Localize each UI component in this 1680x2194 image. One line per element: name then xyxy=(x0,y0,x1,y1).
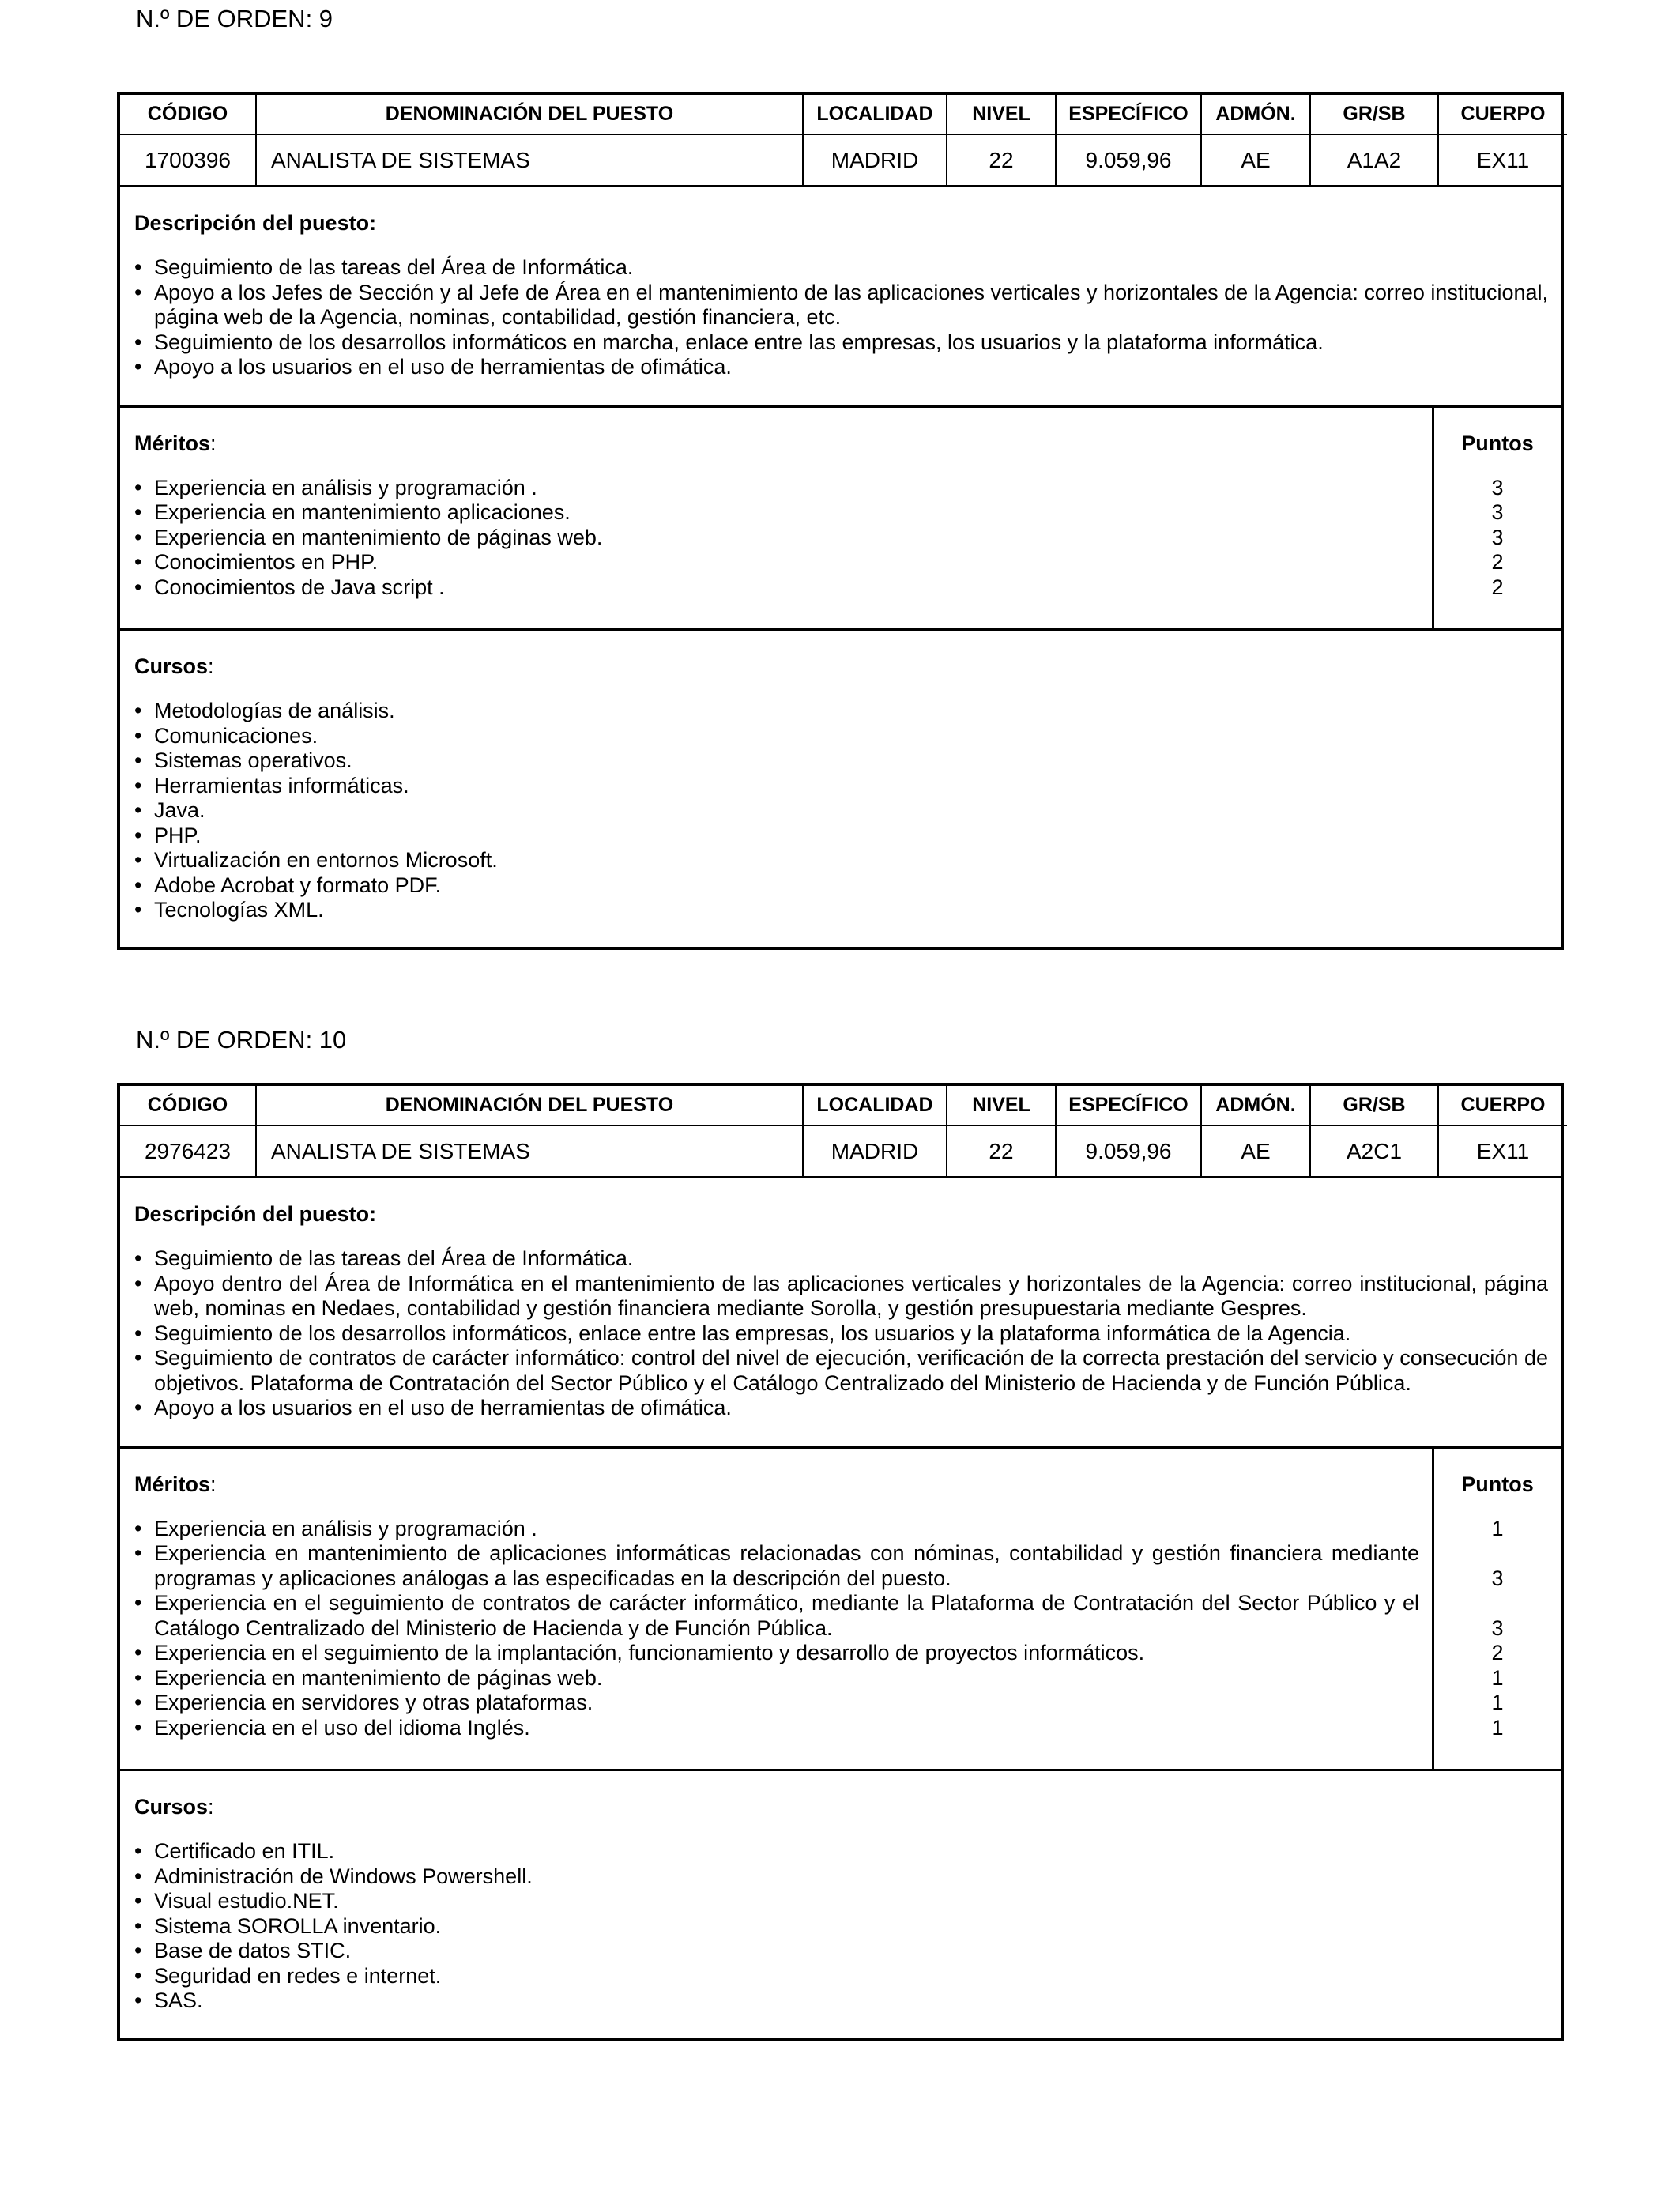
list-item: • SAS. xyxy=(134,1989,1548,2014)
descripcion-section xyxy=(120,185,1561,405)
cell-codigo: 1700396 xyxy=(120,134,256,185)
list-item: • Experiencia en el seguimiento de la implantación, funcionamiento y desarrollo de proyectos informáticos. xyxy=(134,1641,1419,1666)
meritos-column xyxy=(120,408,1434,629)
header-localidad: LOCALIDAD xyxy=(803,95,947,134)
table-row xyxy=(120,134,1567,185)
meritos-label: Méritos: xyxy=(134,431,217,455)
list-item: • Seguimiento de los desarrollos informáticos, enlace entre las empresas, los usuarios y la plataforma informática de la Agencia. xyxy=(134,1321,1548,1347)
puntos-value: 1 xyxy=(1491,1715,1504,1740)
cell-admon: AE xyxy=(1201,134,1310,185)
list-item: • Certificado en ITIL. xyxy=(134,1839,1548,1864)
list-item: • Herramientas informáticas. xyxy=(134,774,1548,799)
puntos-value: 2 xyxy=(1491,550,1504,574)
cursos-label: Cursos: xyxy=(134,1795,214,1819)
puntos-value: 3 xyxy=(1491,475,1504,499)
cursos-section xyxy=(120,1769,1561,2038)
list-item: • Experiencia en el seguimiento de contratos de carácter informático, mediante la Plataforma de Contratación del Sector Público y el Catálogo Centralizado del Ministerio de Hacienda y de Función Pública. xyxy=(134,1591,1419,1641)
list-item: • Sistema SOROLLA inventario. xyxy=(134,1914,1548,1940)
cell-grsb: A2C1 xyxy=(1310,1125,1438,1176)
cell-especifico: 9.059,96 xyxy=(1056,1125,1201,1176)
cell-localidad: MADRID xyxy=(803,1125,947,1176)
header-cuerpo: CUERPO xyxy=(1438,1086,1567,1125)
job-block-orden-9 xyxy=(117,92,1564,950)
cell-denominacion: ANALISTA DE SISTEMAS xyxy=(256,1125,803,1176)
list-item: • Seguimiento de los desarrollos informáticos en marcha, enlace entre las empresas, los usuarios y la plataforma informática. xyxy=(134,330,1548,356)
descripcion-section xyxy=(120,1176,1561,1446)
cursos-section xyxy=(120,628,1561,947)
cell-especifico: 9.059,96 xyxy=(1056,134,1201,185)
header-admon: ADMÓN. xyxy=(1201,95,1310,134)
puntos-value: 3 xyxy=(1491,525,1504,549)
descripcion-list xyxy=(134,1246,1548,1421)
meritos-label: Méritos: xyxy=(134,1472,217,1496)
puntos-list xyxy=(1434,476,1561,601)
header-grsb: GR/SB xyxy=(1310,95,1438,134)
list-item: • Comunicaciones. xyxy=(134,724,1548,749)
list-item: • Java. xyxy=(134,798,1548,824)
cell-denominacion: ANALISTA DE SISTEMAS xyxy=(256,134,803,185)
cell-cuerpo: EX11 xyxy=(1438,1125,1567,1176)
puntos-value: 3 xyxy=(1491,1615,1504,1640)
list-item: • Apoyo dentro del Área de Informática en el mantenimiento de las aplicaciones verticales y horizontales de la Agencia: correo institucional, página web, nominas en Nedaes, contabilidad y gestión financiera mediante Sorolla, y gestión presupuestaria mediante Gespres. xyxy=(134,1272,1548,1321)
job-header-table xyxy=(120,1086,1567,1176)
header-localidad: LOCALIDAD xyxy=(803,1086,947,1125)
cell-admon: AE xyxy=(1201,1125,1310,1176)
puntos-column xyxy=(1434,1449,1561,1770)
header-denominacion: DENOMINACIÓN DEL PUESTO xyxy=(256,95,803,134)
list-item: • Apoyo a los Jefes de Sección y al Jefe de Área en el mantenimiento de las aplicaciones verticales y horizontales de la Agencia: correo institucional, página web de la Agencia, nominas, contabilidad, gestión financiera, etc. xyxy=(134,281,1548,330)
descripcion-label: Descripción del puesto: xyxy=(134,211,377,235)
list-item: • Conocimientos en PHP. xyxy=(134,550,1419,575)
puntos-value: 2 xyxy=(1491,1641,1504,1664)
list-item: • Experiencia en el uso del idioma Inglés. xyxy=(134,1716,1419,1741)
cell-localidad: MADRID xyxy=(803,134,947,185)
puntos-spacer xyxy=(1434,1541,1561,1566)
puntos-value: 3 xyxy=(1491,1566,1504,1590)
header-denominacion: DENOMINACIÓN DEL PUESTO xyxy=(256,1086,803,1125)
cell-nivel: 22 xyxy=(947,1125,1056,1176)
header-nivel: NIVEL xyxy=(947,1086,1056,1125)
list-item: • Tecnologías XML. xyxy=(134,898,1548,923)
list-item: • Virtualización en entornos Microsoft. xyxy=(134,848,1548,873)
puntos-label: Puntos xyxy=(1461,1472,1534,1496)
cell-codigo: 2976423 xyxy=(120,1125,256,1176)
cursos-list xyxy=(134,699,1548,923)
list-item: • Apoyo a los usuarios en el uso de herramientas de ofimática. xyxy=(134,1396,1548,1421)
header-cuerpo: CUERPO xyxy=(1438,95,1567,134)
list-item: • Base de datos STIC. xyxy=(134,1939,1548,1964)
header-grsb: GR/SB xyxy=(1310,1086,1438,1125)
descripcion-list xyxy=(134,255,1548,380)
descripcion-label: Descripción del puesto: xyxy=(134,1202,377,1226)
puntos-value: 1 xyxy=(1491,1691,1504,1714)
cursos-label: Cursos: xyxy=(134,654,214,678)
list-item: • Experiencia en mantenimiento de páginas web. xyxy=(134,1666,1419,1691)
list-item: • Seguimiento de las tareas del Área de Informática. xyxy=(134,1246,1548,1272)
list-item: • Experiencia en servidores y otras plataformas. xyxy=(134,1691,1419,1716)
puntos-value: 2 xyxy=(1491,575,1504,599)
list-item: • Sistemas operativos. xyxy=(134,748,1548,774)
list-item: • Metodologías de análisis. xyxy=(134,699,1548,724)
puntos-value: 1 xyxy=(1491,1665,1504,1690)
list-item: • Seguridad en redes e internet. xyxy=(134,1964,1548,1989)
header-nivel: NIVEL xyxy=(947,95,1056,134)
meritos-column xyxy=(120,1449,1434,1770)
job-header-table xyxy=(120,95,1567,185)
cell-nivel: 22 xyxy=(947,134,1056,185)
list-item: • Experiencia en mantenimiento de aplicaciones informáticas relacionadas con nóminas, contabilidad y gestión financiera mediante programas y aplicaciones análogas a las especificadas en la descripción del puesto. xyxy=(134,1541,1419,1591)
list-item: • Experiencia en análisis y programación . xyxy=(134,476,1419,501)
puntos-spacer xyxy=(1434,1591,1561,1616)
header-codigo: CÓDIGO xyxy=(120,95,256,134)
header-especifico: ESPECÍFICO xyxy=(1056,1086,1201,1125)
list-item: • Seguimiento de contratos de carácter informático: control del nivel de ejecución, verificación de la correcta prestación del servicio y consecución de objetivos. Plataforma de Contratación del Sector Público y el Catálogo Centralizado del Ministerio de Hacienda y de Función Pública. xyxy=(134,1346,1548,1396)
list-item: • Experiencia en análisis y programación . xyxy=(134,1517,1419,1542)
list-item: • Experiencia en mantenimiento de páginas web. xyxy=(134,526,1419,551)
meritos-list xyxy=(134,1517,1419,1741)
puntos-column xyxy=(1434,408,1561,629)
list-item: • PHP. xyxy=(134,824,1548,849)
table-header-row xyxy=(120,1086,1567,1125)
table-header-row xyxy=(120,95,1567,134)
list-item: • Administración de Windows Powershell. xyxy=(134,1864,1548,1890)
list-item: • Adobe Acrobat y formato PDF. xyxy=(134,873,1548,899)
meritos-list xyxy=(134,476,1419,601)
puntos-list xyxy=(1434,1517,1561,1741)
meritos-section xyxy=(120,405,1561,629)
list-item: • Apoyo a los usuarios en el uso de herramientas de ofimática. xyxy=(134,355,1548,380)
cell-cuerpo: EX11 xyxy=(1438,134,1567,185)
cell-grsb: A1A2 xyxy=(1310,134,1438,185)
list-item: • Conocimientos de Java script . xyxy=(134,575,1419,601)
header-codigo: CÓDIGO xyxy=(120,1086,256,1125)
list-item: • Experiencia en mantenimiento aplicaciones. xyxy=(134,500,1419,526)
job-block-orden-10 xyxy=(117,1083,1564,2041)
list-item: • Seguimiento de las tareas del Área de Informática. xyxy=(134,255,1548,281)
puntos-value: 3 xyxy=(1491,500,1504,524)
orden-title: N.º DE ORDEN: 10 xyxy=(136,1026,347,1054)
meritos-section xyxy=(120,1446,1561,1770)
cursos-list xyxy=(134,1839,1548,2014)
orden-title: N.º DE ORDEN: 9 xyxy=(136,5,333,32)
puntos-value: 1 xyxy=(1491,1516,1504,1540)
puntos-label: Puntos xyxy=(1461,431,1534,455)
list-item: • Visual estudio.NET. xyxy=(134,1889,1548,1914)
header-admon: ADMÓN. xyxy=(1201,1086,1310,1125)
header-especifico: ESPECÍFICO xyxy=(1056,95,1201,134)
table-row xyxy=(120,1125,1567,1176)
